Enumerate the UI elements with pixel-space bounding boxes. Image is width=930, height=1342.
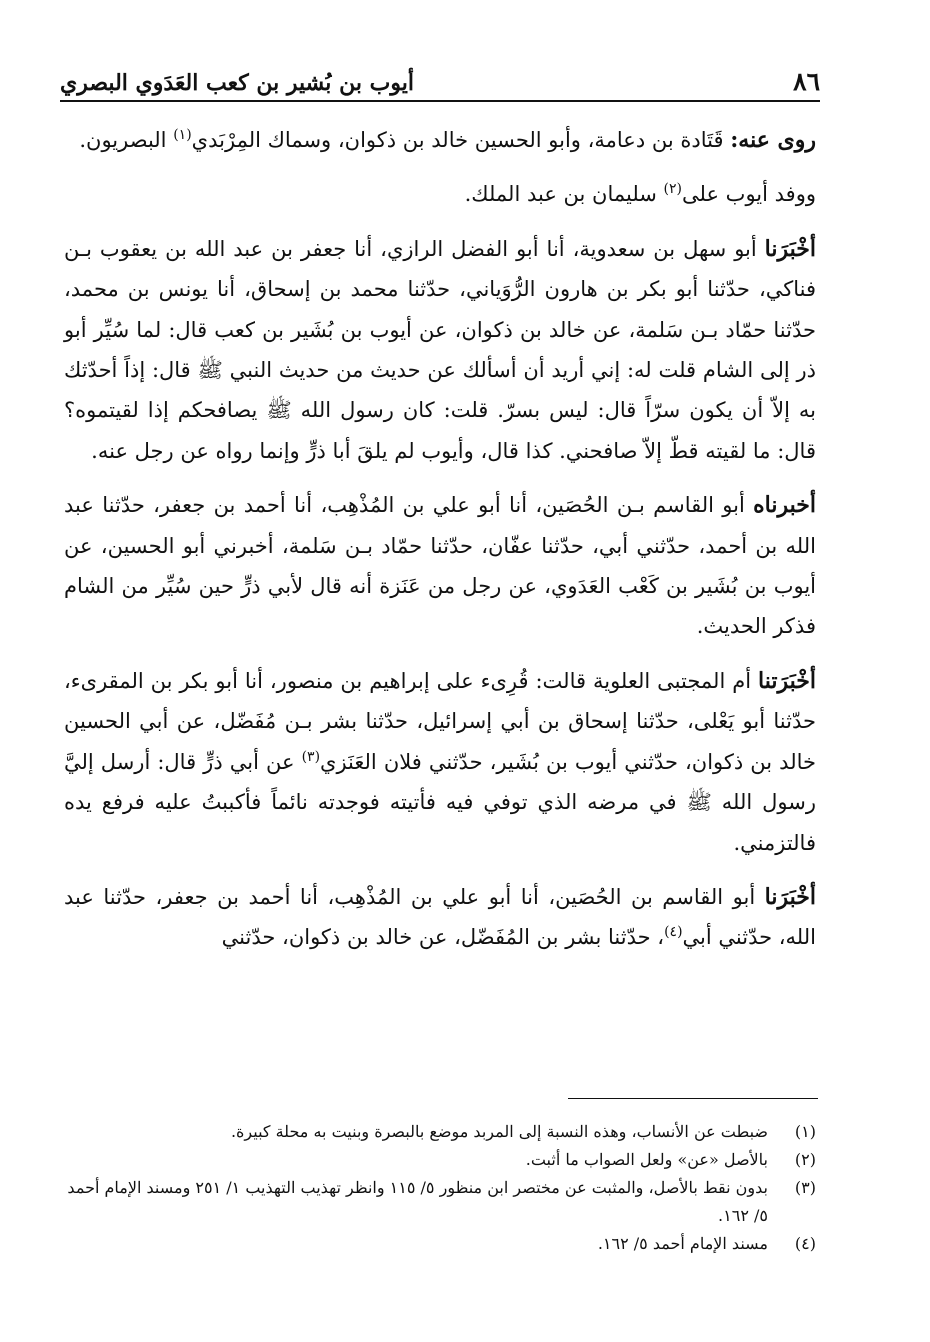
footnote-marker: (٢) xyxy=(663,181,683,198)
paragraph-text: أبو القاسم بن الحُصَين، أنا أبو علي بن المُذْهِب، أنا أحمد بن جعفر، حدّثنا عبد الله، حدّثني أبي xyxy=(64,884,816,950)
footnotes xyxy=(64,1118,816,1258)
running-title: أيوب بن بُشير بن كعب العَدَوي البصري xyxy=(60,70,414,96)
paragraph-lead: أخبرناه xyxy=(753,492,816,519)
footnote-marker: (٤) xyxy=(664,924,683,941)
paragraph-text: سليمان بن عبد الملك. xyxy=(464,182,664,207)
paragraph-text: ، حدّثنا بشر بن المُفَضّل، عن خالد بن ذكوان، حدّثني xyxy=(221,925,665,950)
paragraph-text: عن أبي ذرٍّ قال: أرسل إليَّ رسول الله ﷺ في مرضه الذي توفي فيه فأتيته فوجدته نائماً فأكببتُ عليه فرفع يده فالتزمني. xyxy=(64,749,816,855)
footnote-number: (٤) xyxy=(794,1234,816,1253)
footnote-marker: (١) xyxy=(173,127,192,143)
paragraph-text: أم المجتبى العلوية قالت: قُرِىء على إبراهيم بن منصور، أنا أبو بكر بن المقرىء، حدّثنا أبو يَعْلى، حدّثنا إسحاق بن أبي إسرائيل، حدّثنا بشر بـن مُفَضّل، عن أبي الحسين خالد بن ذكوان، حدّثني أيوب بن بُشَير، حدّثني فلان العَنَزي xyxy=(64,668,816,774)
paragraph-narrators xyxy=(64,120,816,160)
footnote-text: بدون نقط بالأصل، والمثبت عن مختصر ابن منظور ٥/ ١١٥ وانظر تهذيب التهذيب ١/ ٢٥١ ومسند الإمام أحمد ٥/ ١٦٢. xyxy=(67,1178,768,1225)
footnote-number: (٢) xyxy=(794,1150,816,1169)
paragraph-hadith-1 xyxy=(64,229,816,471)
paragraph-text: البصريون. xyxy=(79,128,174,152)
footnote xyxy=(64,1230,816,1258)
footnote-text: مسند الإمام أحمد ٥/ ١٦٢. xyxy=(597,1234,768,1253)
paragraph-delegation xyxy=(64,174,816,214)
running-head xyxy=(60,56,820,102)
footnote xyxy=(64,1146,816,1174)
paragraph-hadith-2 xyxy=(64,485,816,647)
footnote xyxy=(64,1118,816,1146)
paragraph-hadith-4 xyxy=(64,877,816,958)
paragraph-lead: أخْبَرَنا xyxy=(764,883,816,910)
paragraph-text: أبو القاسم بـن الحُصَين، أنا أبو علي بن المُذْهِب، أنا أحمد بن جعفر، حدّثنا عبد الله بن أحمد، حدّثني أبي، حدّثنا عفّان، حدّثنا حمّاد بـن سَلمة، أخبرني أبو الحسين، عن أيوب بن بُشَير بن كَعْب العَدَوي، عن رجل من عَنَزة أنه قال لأبي ذرٍّ حين سُيِّر من الشام فذكر الحديث. xyxy=(64,493,816,639)
paragraph-hadith-3 xyxy=(64,661,816,863)
main-text xyxy=(64,120,816,958)
footnote-text: ضبطت عن الأنساب، وهذه النسبة إلى المربد موضع بالبصرة وبنيت به محلة كبيرة. xyxy=(230,1122,768,1141)
paragraph-lead: روى عنه: xyxy=(730,127,816,153)
footnote xyxy=(64,1174,816,1230)
footnote-divider xyxy=(568,1098,818,1099)
footnote-text: بالأصل «عن» ولعل الصواب ما أثبت. xyxy=(525,1150,768,1169)
page-number: ٨٦ xyxy=(793,67,820,96)
footnote-number: (٣) xyxy=(794,1178,816,1197)
footnote-number: (١) xyxy=(794,1122,816,1141)
footnote-marker: (٣) xyxy=(301,748,321,765)
paragraph-lead: أخْبَرَتنا xyxy=(758,667,816,694)
paragraph-text: قَتَادة بن دعامة، وأبو الحسين خالد بن ذكوان، وسماك المِرْبَدي xyxy=(191,128,731,152)
paragraph-text: ووفد أيوب على xyxy=(682,182,816,207)
paragraph-text: أبو سهل بن سعدوية، أنا أبو الفضل الرازي، أنا جعفر بن عبد الله بن يعقوب بـن فناكي، حدّثنا أبو بكر بن هارون الرُّوَياني، حدّثنا محمد بن إسحاق، أنا يونس بن محمد، حدّثنا حمّاد بـن سَلمة، عن خالد بن ذكوان، عن أيوب بن بُشَير بن كعب قال: لما سُيِّر أبو ذر إلى الشام قلت له: إني أريد أن أسألك عن حديث من حديث النبي ﷺ قال: إذاً أحدّثك به إلاّ أن يكون سرّاً قال: ليس بسرّ. قلت: كان رسول الله ﷺ يصافحكم إذا لقيتموه؟ قال: ما لقيته قطّ إلاّ صافحني. كذا قال، وأيوب لم يلقَ أبا ذرٍّ وإنما رواه عن رجل عنه. xyxy=(64,236,816,463)
paragraph-lead: أخْبَرَنا xyxy=(764,235,816,262)
